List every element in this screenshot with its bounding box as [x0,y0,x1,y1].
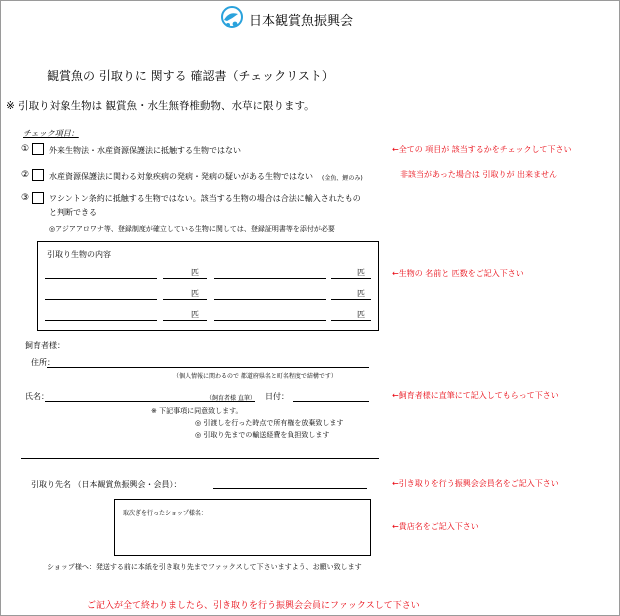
item-text: 水産資源保護法に関わる対象疾病の発病・発病の疑いがある生物ではない [49,172,313,181]
species-name-field[interactable] [214,320,326,321]
count-field[interactable] [331,299,371,300]
unit-label: 匹 [191,310,199,319]
fax-note: ショップ様へ：発送する前に本紙を引き取り先までファックスして下さいますよう、お願い致します [47,563,362,571]
species-name-field[interactable] [45,320,157,321]
annotation-check-all: ←全ての 項目が 該当するかをチェックして下さい [392,145,572,154]
checklist-heading: チェック項目： [23,129,79,138]
unit-label: 匹 [357,268,365,277]
unit-label: 匹 [191,289,199,298]
species-name-field[interactable] [45,278,157,279]
checkbox-item-2[interactable] [32,169,44,181]
item-suffix: (金魚、鯉のみ) [322,175,363,182]
item-number: ① [21,144,30,154]
date-label: 日付： [265,392,289,401]
item-text: ワシントン条約に抵触する生物ではない。該当する生物の場合は合法に輸入されたもの [49,194,361,203]
footer-fax-instruction: ご記入が全て終わりましたら、引き取りを行う振興会会員にファックスして下さい [87,601,420,611]
shop-name-box[interactable] [114,499,371,556]
annotation-not-accept: 非該当があった場合は 引取りが 出来ません [400,170,558,179]
registration-note: ◎アジアアロワナ等、登録制度が確立している生物に関しては、登録証明書等を添付が必要 [49,225,335,233]
name-label: 氏名： [25,392,49,401]
date-field[interactable] [293,401,369,402]
unit-label: 匹 [191,268,199,277]
address-field[interactable] [47,367,369,368]
checkbox-item-3[interactable] [32,192,44,204]
annotation-owner-sign: ←飼育者様に直筆にて記入してもらって下さい [392,391,559,400]
agree-text: ※ 下記事項に同意致します。 [151,407,243,415]
annotation-member-name: ←引き取りを行う振興会会員名をご記入下さい [392,479,559,488]
animals-box-label: 引取り生物の内容 [47,250,111,259]
species-name-field[interactable] [214,278,326,279]
destination-label: 引取り先名 （日本観賞魚振興会・会員）： [31,480,182,489]
target-notice: ※ 引取り対象生物は 観賞魚・水生無脊椎動物、水草に限ります。 [6,100,315,112]
member-name-field[interactable] [213,488,367,489]
shop-box-label: 取次ぎを行ったショップ様名： [123,510,207,517]
item-text: 外来生物法・水産資源保護法に抵触する生物ではない [49,146,241,155]
count-field[interactable] [163,320,207,321]
annotation-shop-name: ←貴店名をご記入下さい [392,522,479,531]
checkbox-item-1[interactable] [32,143,44,155]
agree-item: ◎ 引渡しを行った時点で所有権を放棄致します [195,419,344,427]
page-title: 観賞魚の 引取りに 関する 確認書（チェックリスト） [47,69,334,83]
unit-label: 匹 [357,289,365,298]
species-name-field[interactable] [214,299,326,300]
count-field[interactable] [331,278,371,279]
section-divider [21,458,379,459]
item-number: ③ [21,193,30,203]
signature-note: （飼育者様 直筆） [206,395,256,402]
address-label: 住所： [31,358,55,367]
count-field[interactable] [331,320,371,321]
org-name: 日本観賞魚振興会 [249,14,354,29]
address-note: （個人情報に関わるので 都道府県名と町名程度で結構です） [173,373,337,380]
unit-label: 匹 [357,310,365,319]
fish-logo-icon [219,5,245,29]
item-number: ② [21,170,30,180]
annotation-species-count: ←生物の 名前と 匹数をご記入下さい [392,269,524,278]
count-field[interactable] [163,278,207,279]
species-name-field[interactable] [45,299,157,300]
agree-item: ◎ 引取り先までの輸送経費を負担致します [195,431,330,439]
owner-heading: 飼育者様： [25,341,65,350]
count-field[interactable] [163,299,207,300]
animals-box [37,241,379,331]
item-text-continued: と判断できる [49,208,97,217]
